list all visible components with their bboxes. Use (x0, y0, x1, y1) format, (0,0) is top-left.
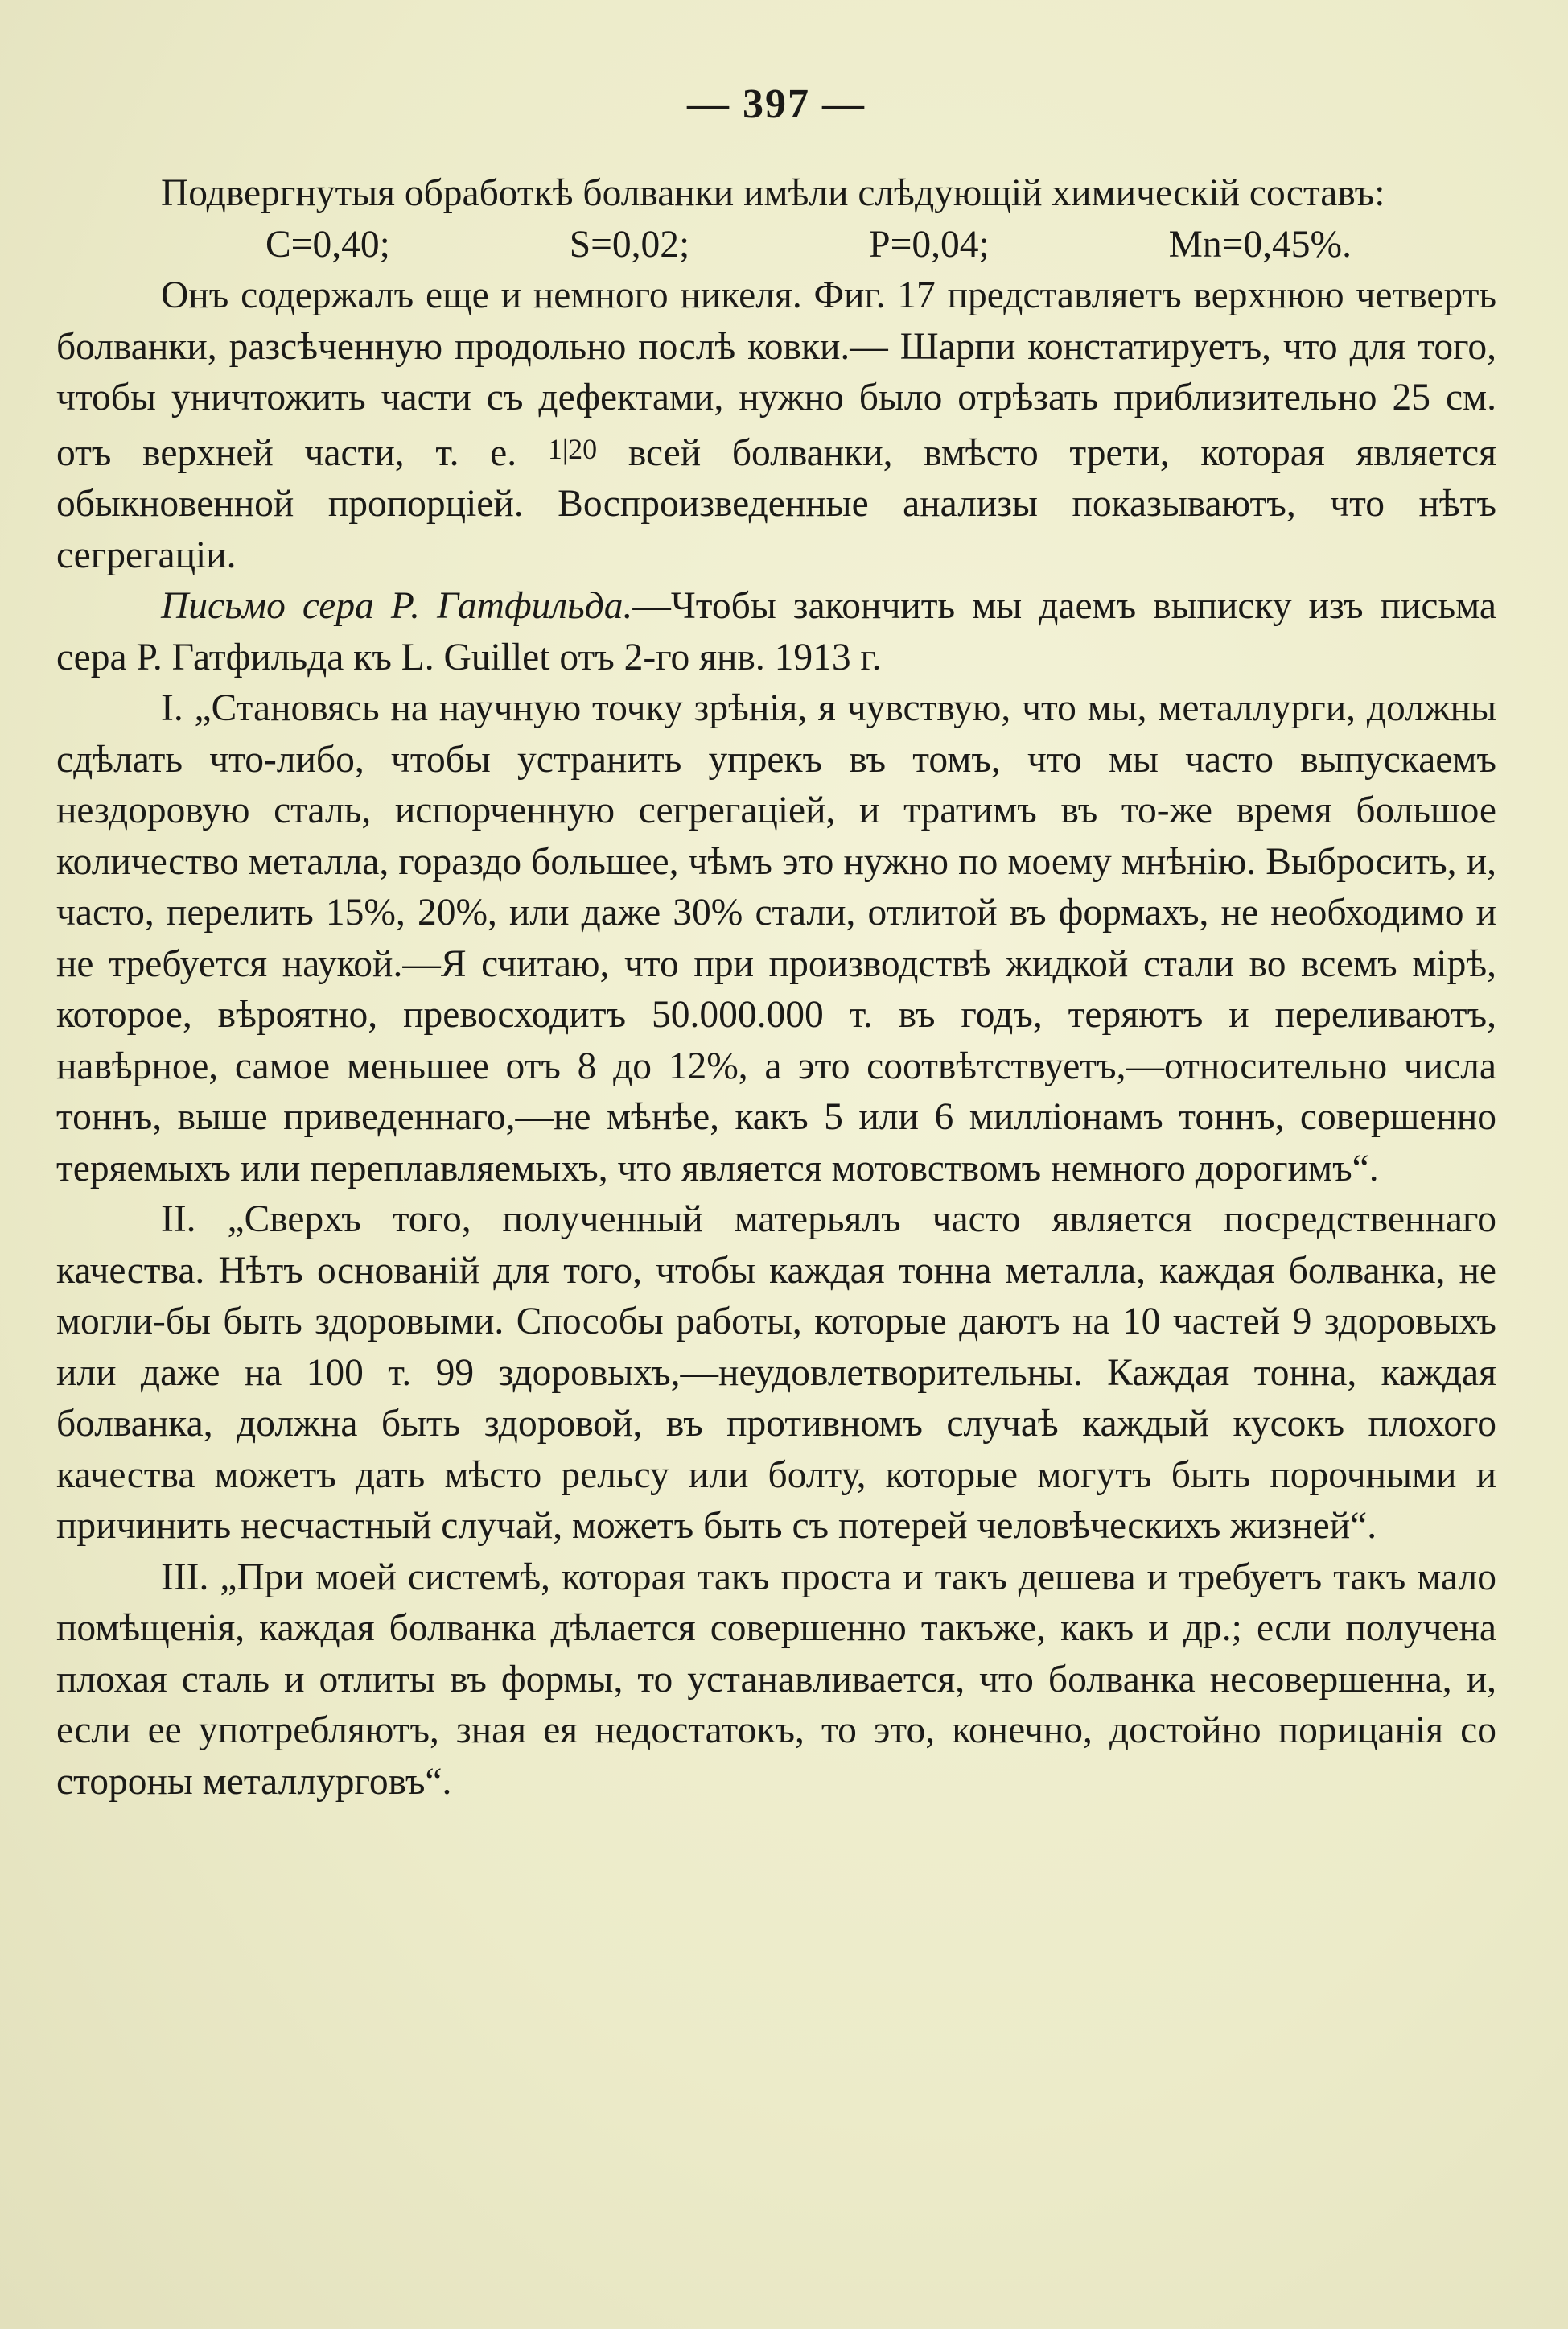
section-heading-hadfield: Письмо сера Р. Гатфильда. (161, 585, 633, 627)
page-number: — 397 — (687, 81, 866, 127)
formula-sulfur: S=0,02; (569, 223, 690, 266)
paragraph-quote-one: I. „Становясь на научную точку зрѣнія, я чувствую, что мы, металлурги, должны сдѣлать что-либо, чтобы устранить упрекъ въ томъ, что мы часто выпускаемъ нездоровую сталь, испорченную сегрегаціей, и тратимъ въ то-же время большое количество металла, гораздо большее, чѣмъ это нужно по моему мнѣнію. Выбросить, и, часто, перелить 15%, 20%, или даже 30% стали, отлитой въ формахъ, не необходимо и не требуется наукой.—Я считаю, что при производствѣ жидкой стали во всемъ мірѣ, которое, вѣроятно, превосходитъ 50.000.000 т. въ годъ, теряютъ и переливаютъ, навѣрное, самое меньшее отъ 8 до 12%, а это соотвѣтствуетъ,—относительно числа тоннъ, выше приведеннаго,—не мѣнѣе, какъ 5 или 6 милліонамъ тоннъ, совершенно теряемыхъ или переплавляемыхъ, что является мотовствомъ немного дорогимъ“. (56, 687, 1496, 1189)
paragraph-composition-intro: Подвергнутыя обработкѣ болванки имѣли слѣдующій химическій составъ: (161, 172, 1385, 214)
paragraph-quote-three: III. „При моей системѣ, которая такъ проста и такъ дешева и требуетъ такъ мало помѣщенія, каждая болванка дѣлается совершенно такъже, какъ и др.; если получена плохая сталь и отлиты въ формы, то устанавливается, что болванка несовершенна, и, если ее употребляютъ, зная ея недостатокъ, то это, конечно, достойно порицанія со стороны металлурговъ“. (56, 1556, 1496, 1803)
paragraph-hadfield-letter (56, 581, 1496, 683)
fraction-one-twentieth: 1|20 (547, 432, 598, 465)
paragraph-hadfield-text: —Чтобы закончить мы даемъ выписку изъ письма сера Р. Гатфильда къ L. Guillet отъ 2-го янв. 1913 г. (56, 585, 1496, 678)
chemical-composition-row (56, 220, 1496, 271)
paragraph-nickel-figure (56, 270, 1496, 581)
formula-carbon: C=0,40; (265, 223, 390, 266)
paragraph-quote-two: II. „Сверхъ того, полученный матерьялъ часто является посредственнаго качества. Нѣтъ основаній для того, чтобы каждая тонна металла, каждая болванка, не могли-бы быть здоровыми. Способы работы, которые даютъ на 10 частей 9 здоровыхъ или даже на 100 т. 99 здоровыхъ,—неудовлетворительны. Каждая тонна, каждая болванка, должна быть здоровой, въ противномъ случаѣ каждый кусокъ плохого качества можетъ дать мѣсто рельсу или болту, которые могутъ быть порочными и причинить несчастный случай, можетъ быть съ потерей человѣческихъ жизней“. (56, 1198, 1496, 1547)
document-page (56, 80, 1496, 1808)
formula-manganese: Mn=0,45%. (1168, 223, 1352, 266)
paragraph-nickel-text-b: всей болванки, вмѣсто трети, которая является обыкновенной пропорціей. Воспроизведенные анализы показываютъ, что нѣтъ сегрегаціи. (56, 431, 1497, 576)
formula-phosphorus: P=0,04; (869, 223, 990, 266)
paragraph-nickel-text-a: Онъ содержалъ еще и немного никеля. Фиг. 17 представляетъ верхнюю четверть болванки, разсѣченную продольно послѣ ковки.— Шарпи констатируетъ, что для того, чтобы уничтожить части съ дефектами, нужно было отрѣзать приблизительно 25 см. отъ верхней части, т. е. (56, 274, 1496, 474)
